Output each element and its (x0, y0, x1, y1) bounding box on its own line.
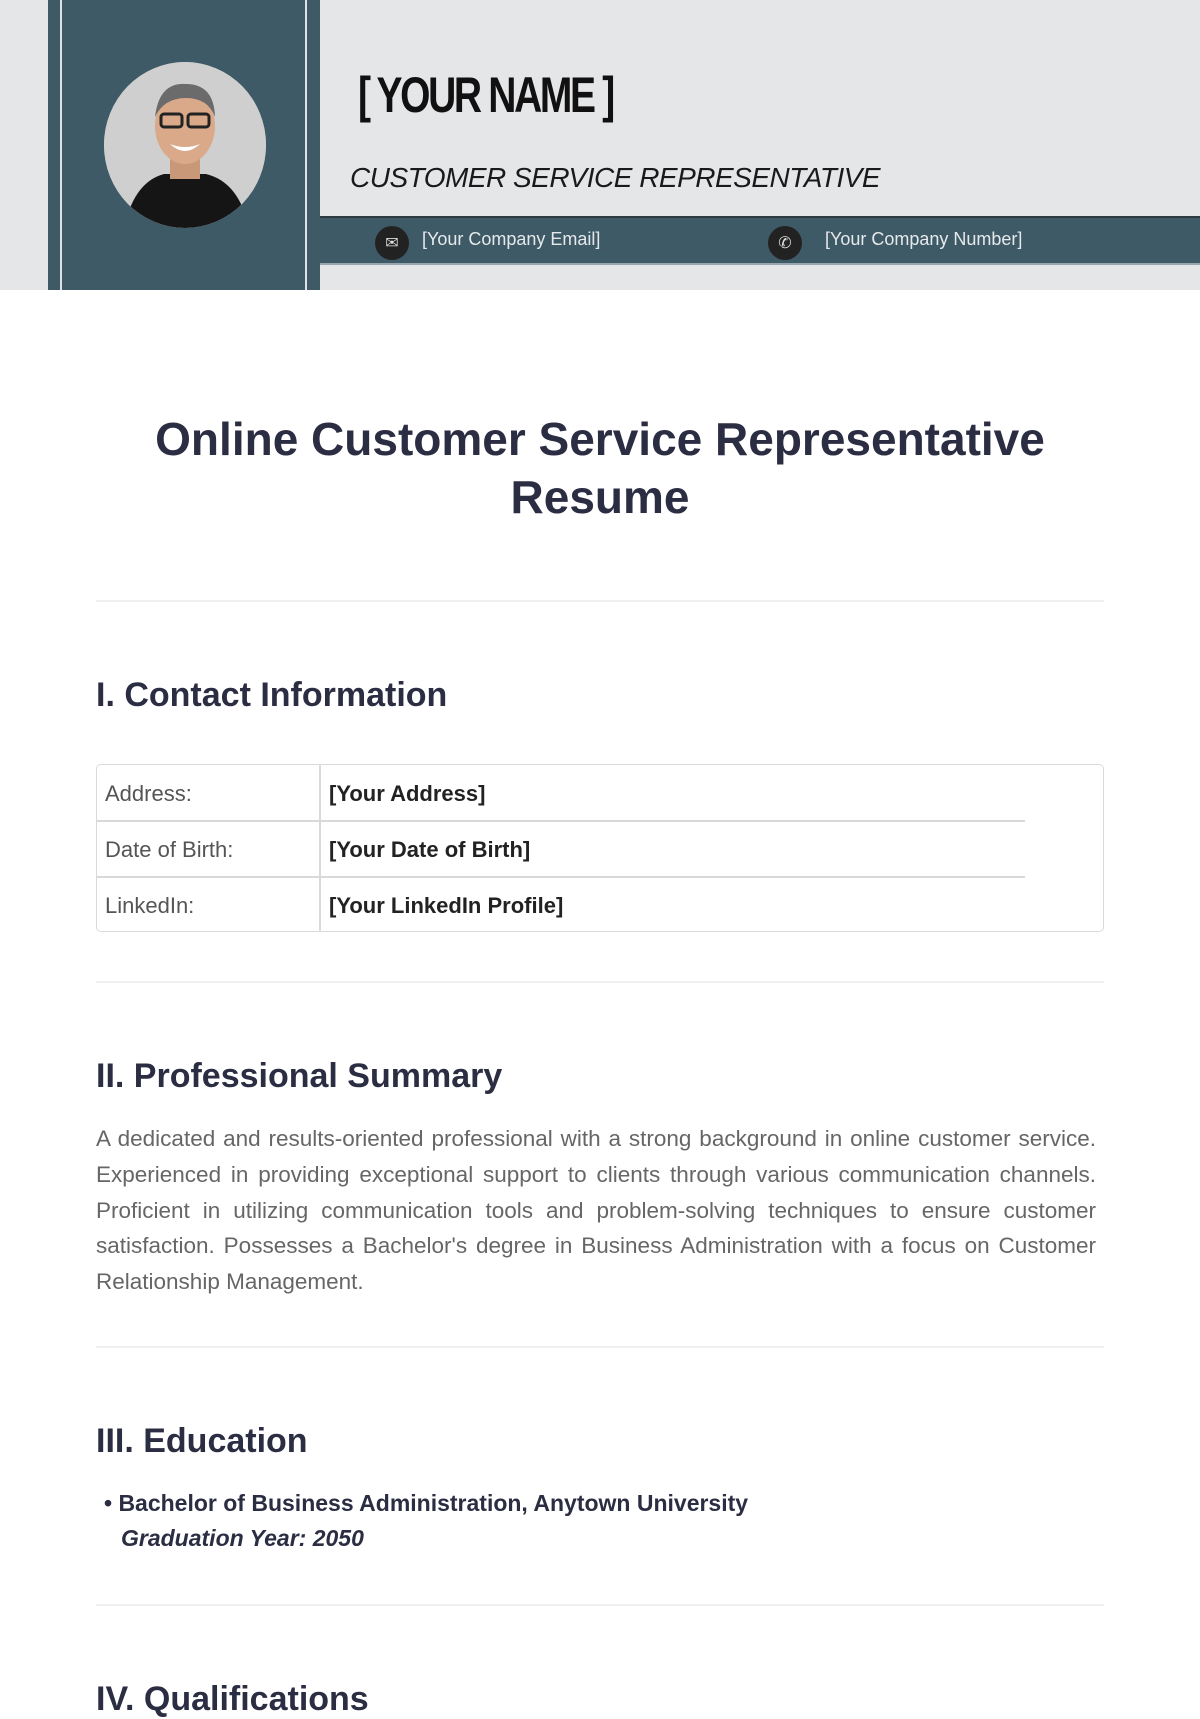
graduation-year: Graduation Year: 2050 (121, 1525, 364, 1551)
contact-table (96, 764, 1104, 932)
section-heading-summary: II. Professional Summary (96, 1057, 503, 1095)
company-number: [Your Company Number] (825, 229, 1023, 249)
job-title: CUSTOMER SERVICE REPRESENTATIVE (350, 162, 881, 193)
company-email: [Your Company Email] (422, 229, 601, 249)
row-value: [Your Date of Birth] (329, 837, 531, 862)
table-row (97, 765, 1103, 821)
divider (96, 981, 1104, 983)
contact-bar (320, 216, 1200, 265)
table-row (97, 821, 1103, 877)
summary-text: A dedicated and results-oriented professional with a strong background in online customer service. Experienced in providing exceptional support to clients through various communication channels. Proficient in utilizing communication tools and problem-solving techniques to ensure customer satisfaction. Possesses a Bachelor's degree in Business Administration with a focus on Customer Relationship Management. (96, 1126, 1096, 1295)
section-heading-education: III. Education (96, 1422, 308, 1460)
document-title: Online Customer Service Representative Resume (155, 413, 1045, 523)
row-label: Date of Birth: (105, 837, 234, 862)
row-value: [Your LinkedIn Profile] (329, 893, 564, 918)
divider (305, 0, 307, 290)
section-heading-contact: I. Contact Information (96, 676, 448, 714)
row-value: [Your Address] (329, 781, 486, 806)
row-label: LinkedIn: (105, 893, 195, 918)
candidate-name: [ YOUR NAME ] (358, 67, 613, 123)
divider (96, 1346, 1104, 1348)
section-heading-qualifications: IV. Qualifications (96, 1680, 369, 1718)
education-degree: • Bachelor of Business Administration, Anytown University (104, 1490, 749, 1516)
profile-photo (104, 62, 266, 228)
row-label: Address: (105, 781, 192, 806)
divider (96, 1604, 1104, 1606)
divider (60, 0, 62, 290)
phone-icon: ✆ (768, 226, 802, 260)
divider (96, 600, 1104, 602)
resume-header (0, 0, 1200, 290)
table-row (97, 877, 1103, 933)
email-icon: ✉ (375, 226, 409, 260)
